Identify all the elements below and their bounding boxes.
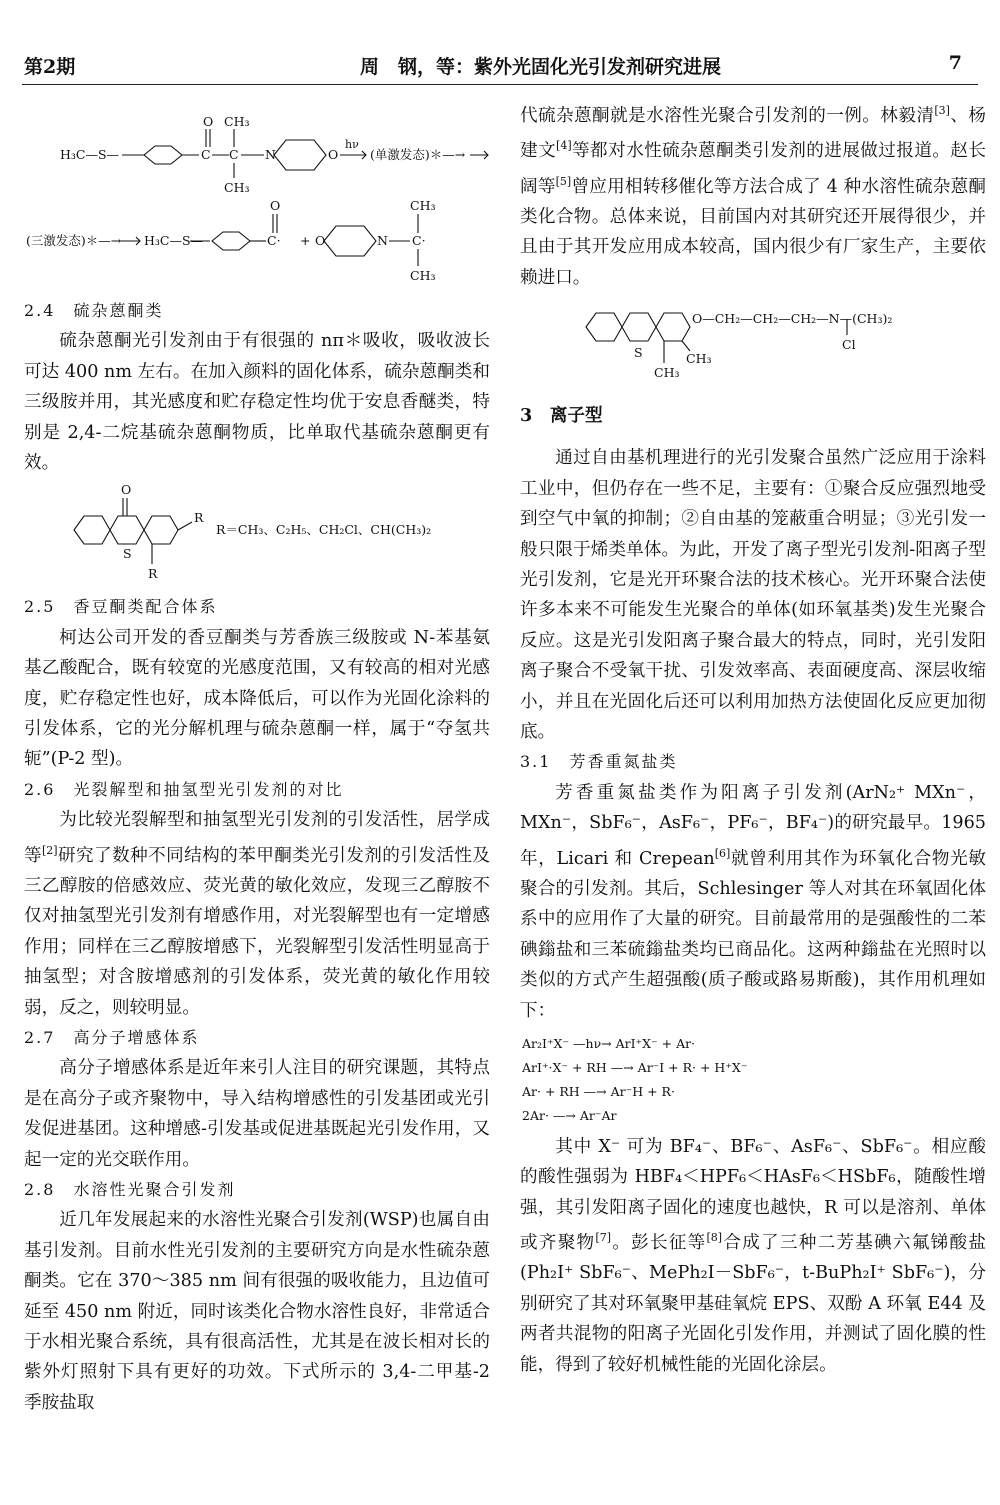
section-3-heading: 3 离子型 (520, 405, 603, 427)
section-2-5-heading: 2.5 香豆酮类配合体系 (24, 597, 218, 617)
s31-text-d: 。彭长征等 (611, 1233, 707, 1254)
s26-text-a: 为比较光裂解型和抽氢型光引发剂的引发活性，居学成等 (24, 810, 490, 866)
scheme-r1-methyl-top: CH₃ (224, 114, 250, 129)
scheme-r2-methylthio: H₃C—S— (144, 233, 204, 248)
reaction-scheme-figure (24, 96, 490, 296)
s26-text-b: 研究了数种不同结构的苯甲酮类光引发剂的引发活性及三乙醇胺的倍感效应、荧光黄的敏化效应，发现三乙醇胺不仅对抽氢型光引发剂有增感作用，对光裂解型也有一定增感作用；同样在三乙醇胺增感下，光裂解型引发活性明显高于抽氢型；对含胺增感剂的引发体系，荧光黄的敏化作用较弱，反之，则较明显。 (24, 845, 490, 1018)
section-2-7-paragraph: 高分子增感体系是近年来引人注目的研究课题，其特点是在高分子或齐聚物中，导入结构增感性的引发基团或光引发促进基团。这种增感-引发基或促进基既起光引发作用，又起一定的光交联作用。 (24, 1058, 490, 1170)
right-column (520, 96, 986, 1380)
running-header (24, 52, 976, 82)
mechanism-step-3: Ar· + RH —→ Ar⁻H + R· (522, 1084, 675, 1099)
wsp-sulfur: S (634, 345, 643, 361)
scheme-singlet-state: (单激发态)＊—→ (370, 147, 466, 162)
section-3-1-paragraph-b (520, 1132, 986, 1380)
scheme-r1-nitrogen: N (265, 147, 276, 162)
s31-text-c: 其中 X⁻ 可为 BF₄⁻、BF₆⁻、AsF₆⁻、SbF₆⁻。相应酸的酸性强弱为 HBF₄＜HPF₆＜HAsF₆＜HSbF₆，随酸性增强，其引发阳离子固化的速度也越快，R 可以是溶剂、单体或齐聚物 (520, 1137, 986, 1254)
section-2-4-paragraph: 硫杂蒽酮光引发剂由于有很强的 nπ＊吸收，吸收波长可达 400 nm 左右。在加入颜料的固化体系，硫杂蒽酮类和三级胺并用，其光感度和贮存稳定性均优于安息香醚类，特别是 2,4-二烷基硫杂蒽酮物质，比单取代基硫杂蒽酮更有效。 (24, 331, 490, 474)
scheme-r2-benzoyl-radical: C· (267, 233, 281, 248)
section-2-8-heading: 2.8 水溶性光聚合引发剂 (24, 1180, 236, 1200)
issue-number: 第2期 (24, 56, 76, 78)
thioxanthone-r-definition: R＝CH₃、C₂H₅、CH₂Cl、CH(CH₃)₂ (216, 522, 432, 538)
wsp-methyl-3: CH₃ (686, 351, 712, 367)
thioxanthone-structure-figure (24, 478, 490, 592)
citation-4: [4] (556, 139, 572, 153)
scheme-r2-methyl-bottom: CH₃ (410, 268, 436, 283)
wsp-text-c: 等都对水性硫杂蒽酮类引发剂的进展做过报道。赵长阔等 (520, 141, 986, 197)
water-soluble-thioxanthone-figure (520, 293, 986, 389)
scheme-triplet-state: (三激发态)＊—→ (26, 233, 122, 248)
scheme-r1-carbonyl-c: C (201, 147, 211, 162)
section-2-6-heading: 2.6 光裂解型和抽氢型光引发剂的对比 (24, 779, 344, 799)
scheme-r2-oxygen: O (315, 233, 326, 248)
citation-8: [8] (706, 1231, 723, 1245)
thioxanthone-sulfur: S (123, 546, 132, 562)
page-number: 7 (948, 52, 962, 74)
scheme-r2-carbonyl-o: O (270, 198, 281, 213)
scheme-r2-alkyl-radical: C· (412, 233, 426, 248)
thioxanthone-r-2: R (194, 510, 204, 526)
wsp-text-b: 、杨建文 (520, 105, 986, 162)
mechanism-step-1: Ar₂I⁺X⁻ —hν→ ArI⁺X⁻ + Ar· (522, 1036, 696, 1051)
section-2-7-heading: 2.7 高分子增感体系 (24, 1027, 200, 1047)
running-title: 周 钢，等：紫外光固化光引发剂研究进展 (360, 56, 722, 78)
wsp-continuation-paragraph (520, 96, 986, 293)
thioxanthone-r-4: R (148, 566, 158, 582)
s31-text-a: 芳香重氮盐类作为阳离子引发剂(ArN₂⁺ MXn⁻，MXn⁻，SbF₆⁻，AsF₆⁻，PF₆⁻，BF₄⁻)的研究最早。1965 年，Licari 和 Crepean (520, 782, 986, 869)
section-3-1-heading: 3.1 芳香重氮盐类 (520, 752, 678, 772)
wsp-text-d: 曾应用相转移催化等方法合成了 4 种水溶性硫杂蒽酮类化合物。总体来说，目前国内对其研究还开展得很少，并且由于其开发应用成本较高，国内很少有厂家生产，主要依赖进口。 (520, 176, 986, 288)
section-3-paragraph: 通过自由基机理进行的光引发聚合虽然广泛应用于涂料工业中，但仍存在一些不足，主要有：①聚合反应强烈地受到空气中氧的抑制；②自由基的笼蔽重合明显；③光引发一般只限于烯类单体。为此，开发了离子型光引发剂-阳离子型光引发剂，它是光开环聚合法的技术核心。光开环聚合法使许多本来不可能发生光聚合的单体(如环氧基类)发生光聚合反应。这是光引发阳离子聚合最大的特点，同时，光引发阳离子聚合不受氧干扰、引发效率高、表面硬度高、深层收缩小，并且在光固化后还可以利用加热方法使固化反应更加彻底。 (520, 448, 986, 743)
mechanism-equations (520, 1032, 986, 1128)
scheme-r1-methylthio: H₃C—S— (60, 147, 120, 162)
scheme-r2-methyl-top: CH₃ (410, 198, 436, 213)
section-3-1-paragraph-a (520, 778, 986, 1026)
wsp-chloride: Cl (842, 337, 856, 353)
wsp-methyl-4: CH₃ (654, 365, 680, 381)
section-2-5-paragraph: 柯达公司开发的香豆酮类与芳香族三级胺或 N-苯基氨基乙酸配合，既有较宽的光感度范围，又有较高的相对光感度，贮存稳定性也好，成本降低后，可以作为光固化涂料的引发体系，它的光分解机理与硫杂蒽酮一样，属于“夺氢共轭”(P-2 型)。 (24, 627, 490, 770)
section-2-6-paragraph (24, 805, 490, 1023)
wsp-side-chain: O—CH₂—CH₂—CH₂—N—(CH₃)₂ (692, 311, 893, 327)
scheme-r1-oxygen: O (328, 147, 339, 162)
citation-5: [5] (555, 174, 572, 188)
section-2-4-heading: 2.4 硫杂蒽酮类 (24, 301, 164, 320)
scheme-hv-label: hν (345, 138, 359, 151)
scheme-r1-quaternary-c: C (229, 147, 239, 162)
s31-text-e: 合成了三种二芳基碘六氟锑酸盐(Ph₂I⁺ SbF₆⁻、MePh₂I－SbF₆⁻，t-BuPh₂I⁺ SbF₆⁻)，分别研究了其对环氧聚甲基硅氧烷 EPS、双酚 A 环氧 E44 及两者共混物的阳离子光固化引发作用，并测试了固化膜的性能，得到了较好机械性能的光固化涂层。 (520, 1233, 986, 1375)
scheme-plus-sign: + (300, 233, 311, 248)
scheme-r1-carbonyl-o: O (203, 114, 214, 129)
wsp-text-a: 代硫杂蒽酮就是水溶性光聚合引发剂的一例。林毅清 (520, 105, 935, 126)
citation-2: [2] (42, 843, 58, 857)
header-rule (22, 84, 978, 85)
mechanism-step-2: ArI⁺·X⁻ + RH —→ Ar⁻I + R· + H⁺X⁻ (522, 1060, 748, 1075)
citation-7: [7] (595, 1231, 611, 1245)
mechanism-step-4: 2Ar· —→ Ar⁻Ar (522, 1108, 617, 1123)
s31-text-b: 就曾利用其作为环氧化合物光敏聚合的引发剂。其后，Schlesinger 等人对其在环氧固化体系中的应用作了大量的研究。目前最常用的是强酸性的二苯碘鎓盐和三苯硫鎓盐类均已商品化。这两种鎓盐在光照时以类似的方式产生超强酸(质子酸或路易斯酸)，其作用机理如下： (520, 848, 986, 1021)
citation-6: [6] (714, 846, 731, 860)
thioxanthone-carbonyl-o: O (121, 482, 132, 498)
scheme-r2-nitrogen: N (377, 233, 388, 248)
citation-3: [3] (934, 104, 950, 117)
section-2-8-paragraph: 近几年发展起来的水溶性光聚合引发剂(WSP)也属自由基引发剂。目前水性光引发剂的主要研究方向是水性硫杂蒽酮类。它在 370～385 nm 间有很强的吸收能力，且边值可延至 450 nm 附近，同时该类化合物水溶性良好，非常适合于水相光聚合系统，具有很高活性，尤其是在波长相对长的紫外灯照射下具有更好的功效。下式所示的 3,4-二甲基-2 季胺盐取 (24, 1210, 490, 1413)
scheme-r1-methyl-bottom: CH₃ (224, 180, 250, 195)
left-column (24, 96, 490, 1418)
